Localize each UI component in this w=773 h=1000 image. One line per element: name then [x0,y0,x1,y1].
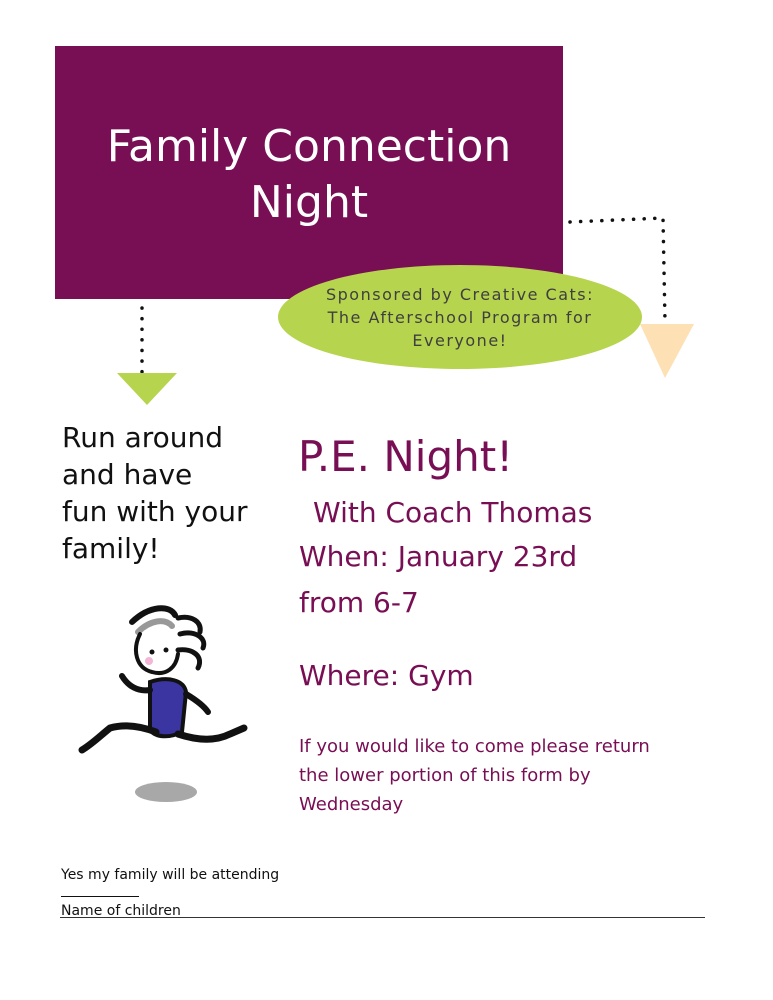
tagline [62,419,272,567]
tagline-line-1: Run around [62,421,224,454]
note-line-2: the lower portion of this form by [299,765,591,786]
attending-label: Yes my family will be attending [61,867,280,883]
note-line-1: If you would like to come please return [299,736,650,757]
tagline-line-2: and have [62,458,193,491]
sponsor-line-1: Sponsored by Creative Cats: [325,285,595,304]
event-when-date: When: January 23rd [299,540,578,573]
title-line-2: Night [249,177,369,228]
sponsor-line-3: Everyone! [412,331,508,350]
rsvp-section [61,866,279,920]
event-coach: With Coach Thomas [313,496,593,529]
event-where: Where: Gym [299,659,474,692]
sponsor-line-2: The Afterschool Program for [327,308,593,327]
attending-row [61,866,279,902]
attending-blank[interactable] [61,884,139,897]
shadow [135,782,197,802]
sponsor-oval [278,265,642,369]
event-headline: P.E. Night! [298,432,514,481]
tagline-line-4: family! [62,532,160,565]
note-line-3: Wednesday [299,794,404,815]
children-label: Name of children [61,903,181,919]
title-banner [55,46,563,299]
title-line-1: Family Connection [106,121,512,172]
tagline-line-3: fun with your [62,495,248,528]
return-form-note [299,732,719,819]
green-triangle-down-icon [117,373,177,405]
peach-triangle-down-icon [640,324,694,378]
event-when-time: from 6-7 [299,586,419,619]
children-name-line[interactable] [60,917,705,918]
running-child-icon [82,608,244,802]
